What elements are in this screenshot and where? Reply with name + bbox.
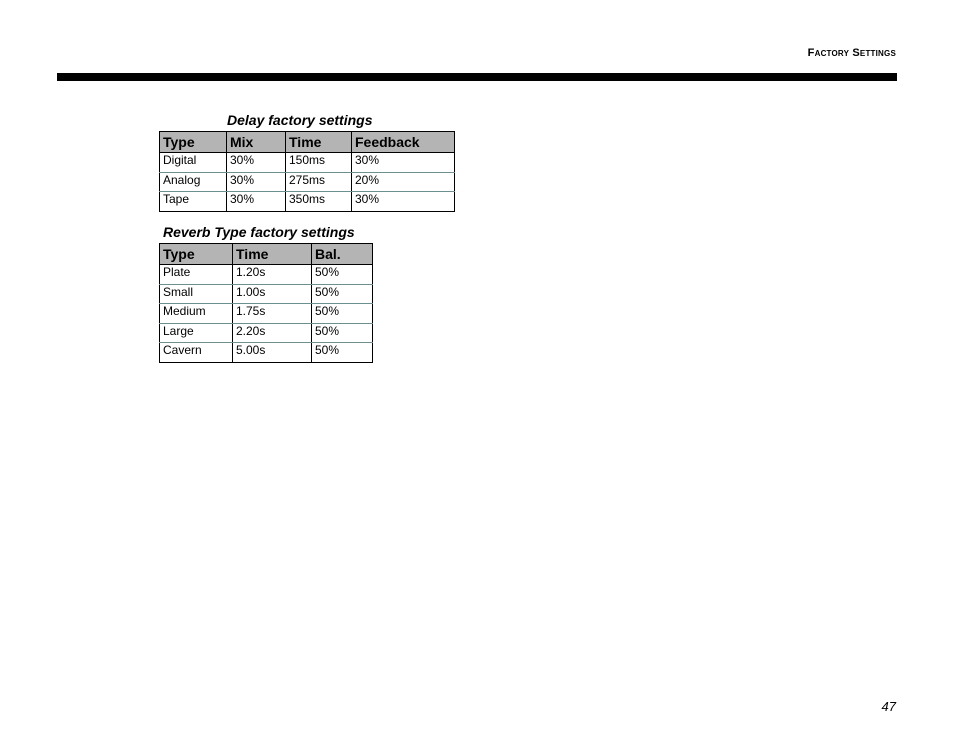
table-cell: 30% (227, 153, 286, 173)
table-cell: 275ms (286, 172, 352, 192)
table-cell: 50% (312, 265, 373, 285)
table-cell: 50% (312, 343, 373, 363)
column-header-type: Type (160, 132, 227, 153)
table-cell: 1.20s (233, 265, 312, 285)
table-cell: 350ms (286, 192, 352, 212)
column-header-balance: Bal. (312, 244, 373, 265)
table-row (160, 304, 373, 324)
table-cell: 30% (227, 172, 286, 192)
table-row (160, 172, 455, 192)
table-cell: 5.00s (233, 343, 312, 363)
table-cell: 1.75s (233, 304, 312, 324)
table-cell: 20% (352, 172, 455, 192)
delay-table-caption: Delay factory settings (227, 112, 373, 128)
table-cell: Analog (160, 172, 227, 192)
header-rule (57, 73, 897, 81)
table-cell: 150ms (286, 153, 352, 173)
reverb-table-caption: Reverb Type factory settings (163, 224, 355, 240)
page-number: 47 (881, 699, 896, 714)
table-cell: 50% (312, 323, 373, 343)
column-header-feedback: Feedback (352, 132, 455, 153)
table-cell: 2.20s (233, 323, 312, 343)
table-cell: Small (160, 284, 233, 304)
table-cell: Cavern (160, 343, 233, 363)
section-title: Factory Settings (807, 47, 896, 59)
table-row (160, 284, 373, 304)
table-header-row (160, 132, 455, 153)
table-header-row (160, 244, 373, 265)
table-cell: 50% (312, 304, 373, 324)
table-cell: 30% (352, 153, 455, 173)
column-header-time: Time (286, 132, 352, 153)
table-cell: Large (160, 323, 233, 343)
table-cell: 30% (227, 192, 286, 212)
table-row (160, 153, 455, 173)
table-row (160, 192, 455, 212)
column-header-type: Type (160, 244, 233, 265)
table-row (160, 343, 373, 363)
table-cell: 1.00s (233, 284, 312, 304)
table-cell: Digital (160, 153, 227, 173)
table-cell: Plate (160, 265, 233, 285)
column-header-mix: Mix (227, 132, 286, 153)
table-cell: 30% (352, 192, 455, 212)
table-cell: 50% (312, 284, 373, 304)
table-cell: Tape (160, 192, 227, 212)
table-row (160, 323, 373, 343)
table-row (160, 265, 373, 285)
delay-settings-table (159, 131, 455, 212)
reverb-settings-table (159, 243, 373, 363)
table-cell: Medium (160, 304, 233, 324)
column-header-time: Time (233, 244, 312, 265)
